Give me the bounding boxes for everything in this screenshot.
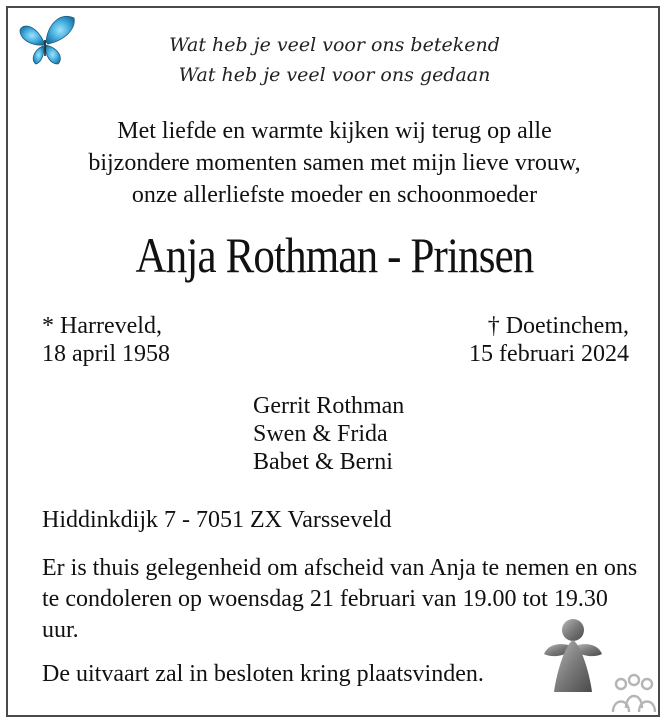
intro-line-2: bijzondere momenten samen met mijn lieve vrouw, — [88, 150, 581, 176]
angel-figurine-icon — [542, 616, 604, 696]
deceased-name: Anja Rothman - Prinsen — [135, 227, 534, 283]
family-member: Gerrit Rothman — [253, 393, 405, 419]
address: Hiddinkdijk 7 - 7051 ZX Varsseveld — [42, 507, 392, 533]
condolence-text: Er is thuis gelegenheid om afscheid van Anja te nemen en ons te condoleren op woensdag 21 februari van 19.00 tot 19.30 uur. — [42, 555, 638, 643]
intro-line-1: Met liefde en warmte kijken wij terug op alle — [117, 118, 552, 144]
motto-line-1: Wat heb je veel voor ons betekend — [169, 34, 500, 56]
intro-line-3: onze allerliefste moeder en schoonmoeder — [131, 182, 538, 208]
people-group-logo-icon — [609, 672, 659, 714]
motto-line-2: Wat heb je veel voor ons gedaan — [178, 64, 491, 86]
death-place: † Doetinchem, — [487, 313, 629, 339]
family-member: Swen & Frida — [253, 421, 388, 447]
death-date: 15 februari 2024 — [469, 341, 629, 367]
birth-date: 18 april 1958 — [42, 341, 170, 367]
funeral-text: De uitvaart zal in besloten kring plaatsvinden. — [42, 661, 484, 687]
birth-place: * Harreveld, — [42, 313, 162, 339]
family-member: Babet & Berni — [253, 449, 393, 475]
